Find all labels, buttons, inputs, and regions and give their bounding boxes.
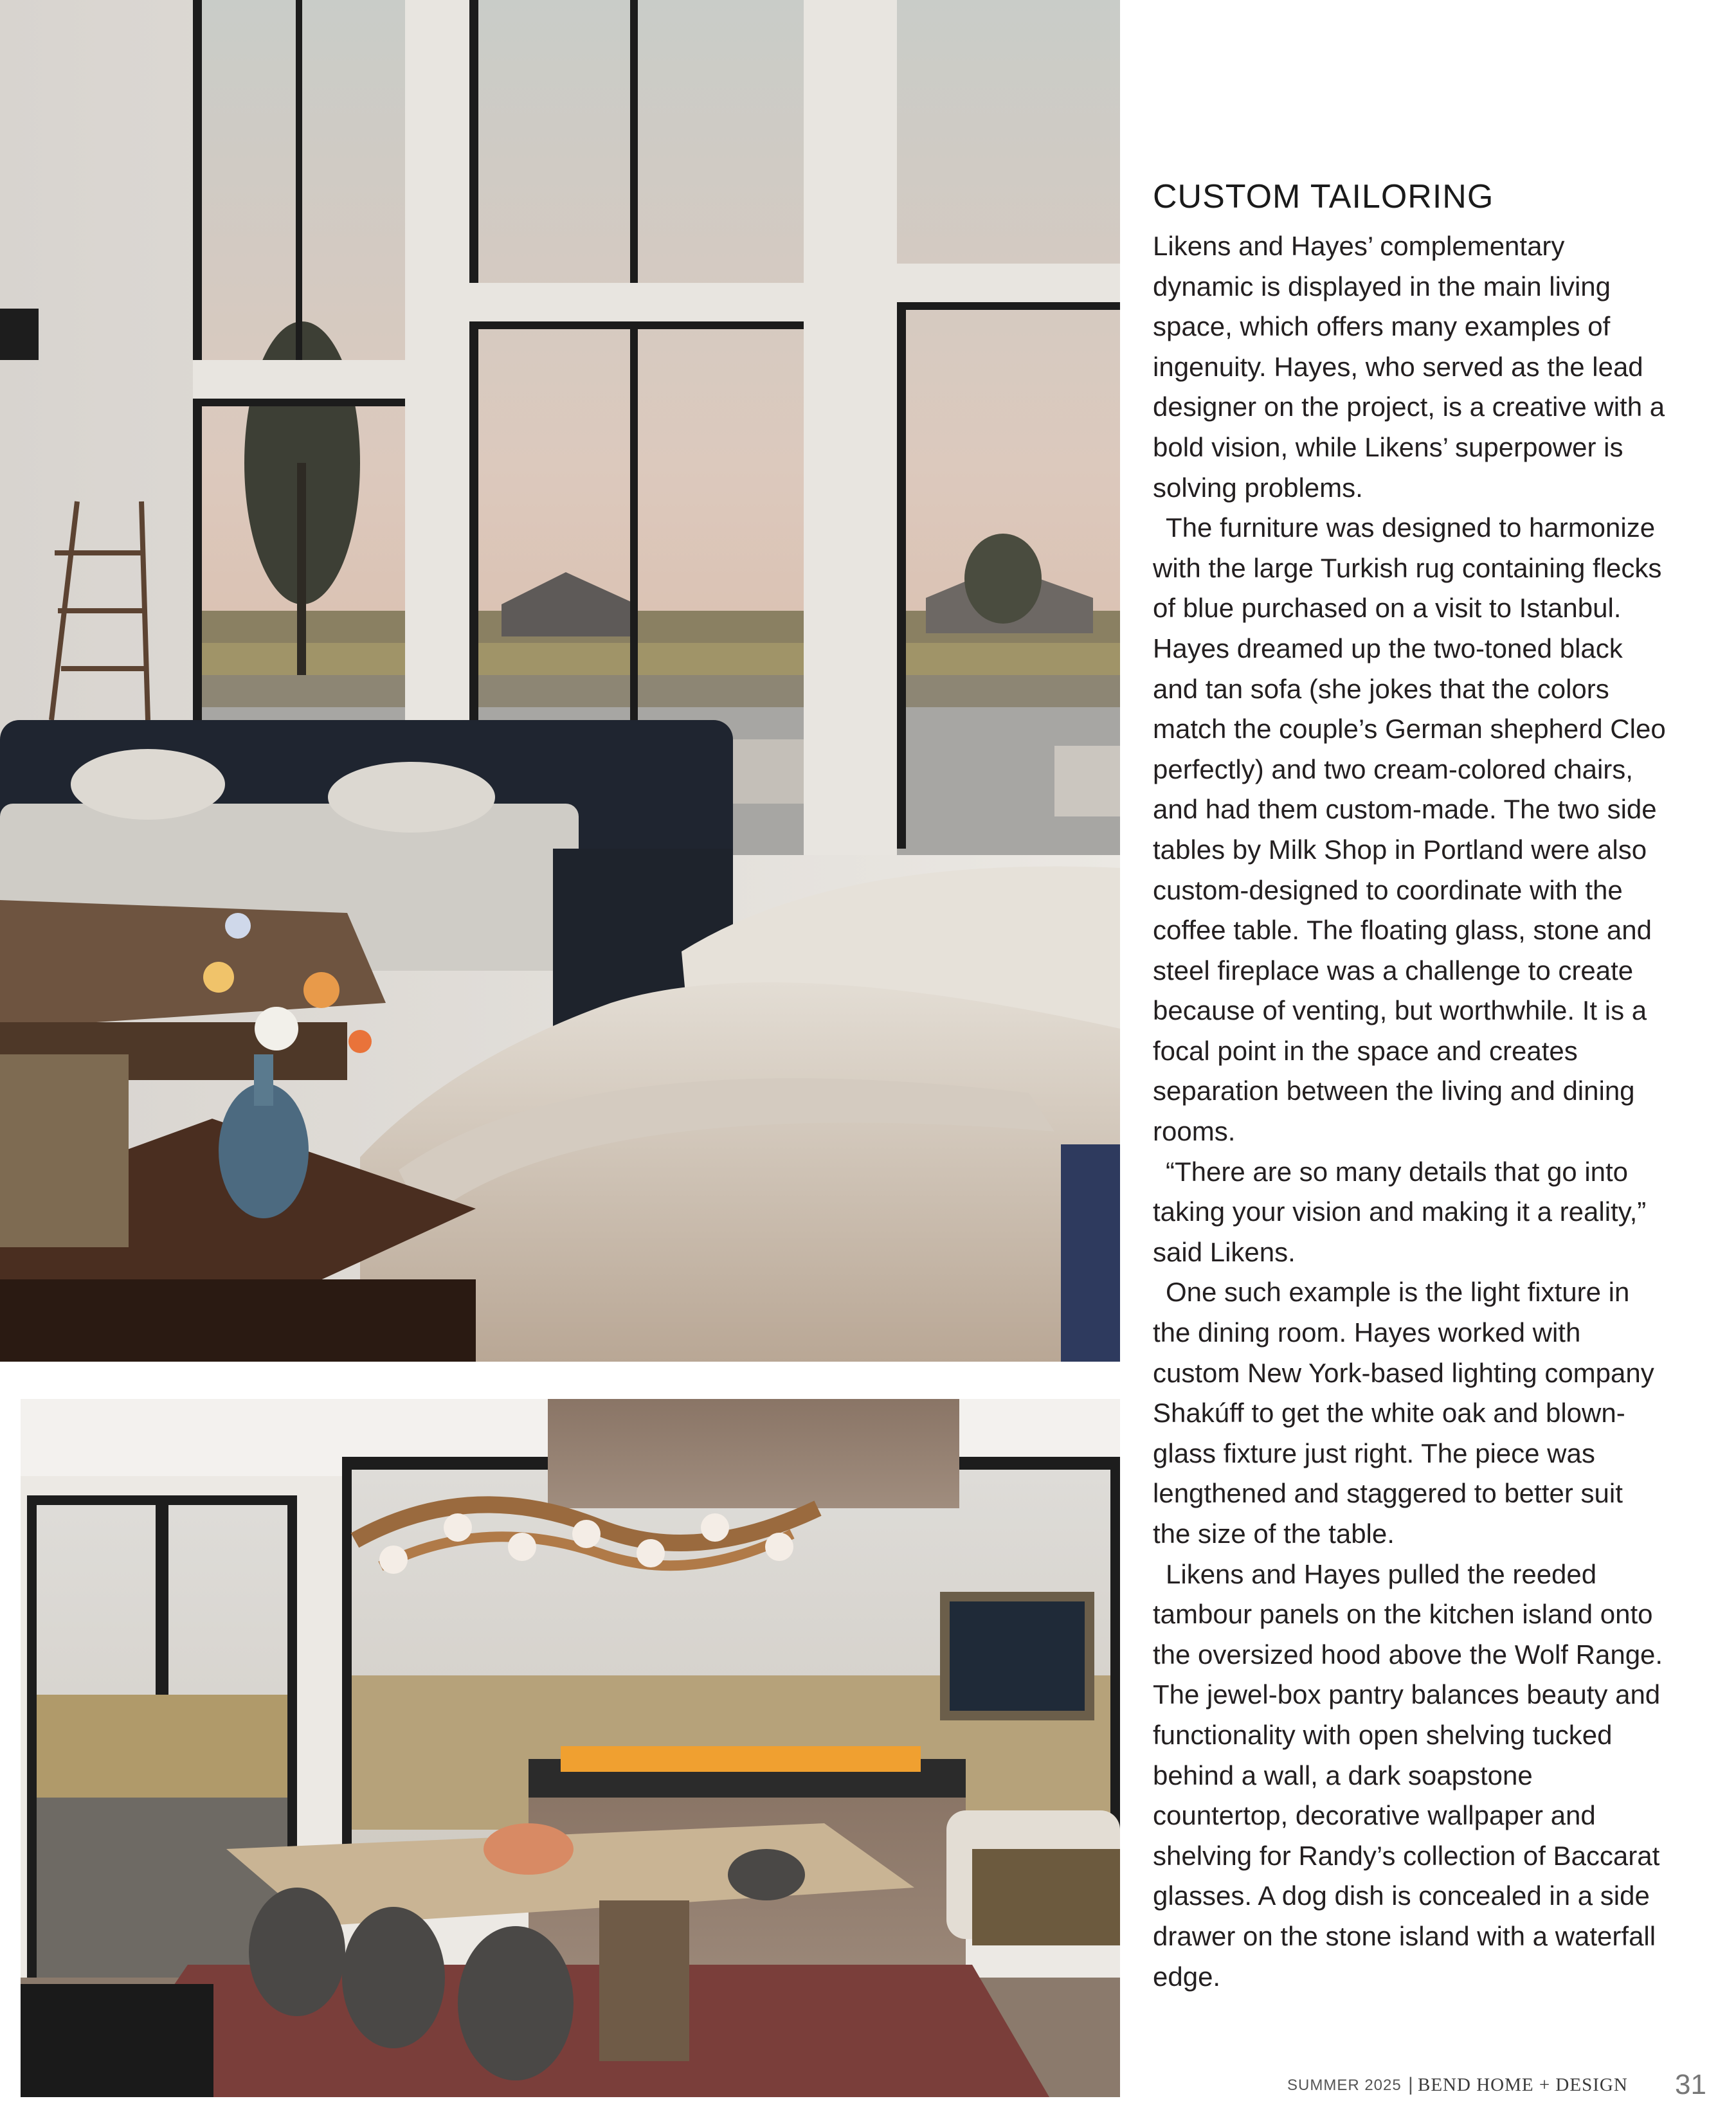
- article-body: [1153, 172, 1667, 1997]
- paragraph: One such example is the light fixture in the dining room. Hayes worked with custom New York-based lighting company Shakúff to get the white oak and blown-glass fixture just right. The piece was lengthened and staggered to better suit the size of the table.: [1153, 1277, 1654, 1549]
- issue-label: SUMMER 2025: [1287, 2077, 1402, 2094]
- dining-room-photo: [21, 1399, 1120, 2097]
- section-heading: CUSTOM TAILORING: [1153, 178, 1494, 215]
- page-number: 31: [1675, 2069, 1706, 2100]
- paragraph: Likens and Hayes’ complementary dynamic is displayed in the main living space, which offers many examples of ingenuity. Hayes, who served as the lead designer on the project, is a creative with a bold vision, while Likens’ superpower is solving problems.: [1153, 231, 1665, 503]
- magazine-name: BEND HOME + DESIGN: [1418, 2075, 1628, 2095]
- page-footer: [1286, 2069, 1717, 2100]
- living-room-photo: [0, 0, 1120, 1362]
- footer-separator: |: [1408, 2074, 1413, 2095]
- paragraph: Likens and Hayes pulled the reeded tambour panels on the kitchen island onto the oversized hood above the Wolf Range. The jewel-box pantry balances beauty and functionality with open shelving tucked behind a wall, a dark soapstone countertop, decorative wallpaper and shelving for Randy’s collection of Baccarat glasses. A dog dish is concealed in a side drawer on the stone island with a waterfall edge.: [1153, 1558, 1663, 1992]
- paragraph: “There are so many details that go into taking your vision and making it a reality,” said Likens.: [1153, 1156, 1647, 1267]
- paragraph: The furniture was designed to harmonize with the large Turkish rug containing flecks of blue purchased on a visit to Istanbul. Hayes dreamed up the two-toned black and tan sofa (she jokes that the colors match the couple’s German shepherd Cleo perfectly) and two cream-colored chairs, and had them custom-made. The two side tables by Milk Shop in Portland were also custom-designed to coordinate with the coffee table. The floating glass, stone and steel fireplace was a challenge to create because of venting, but worthwhile. It is a focal point in the space and creates separation between the living and dining rooms.: [1153, 512, 1666, 1147]
